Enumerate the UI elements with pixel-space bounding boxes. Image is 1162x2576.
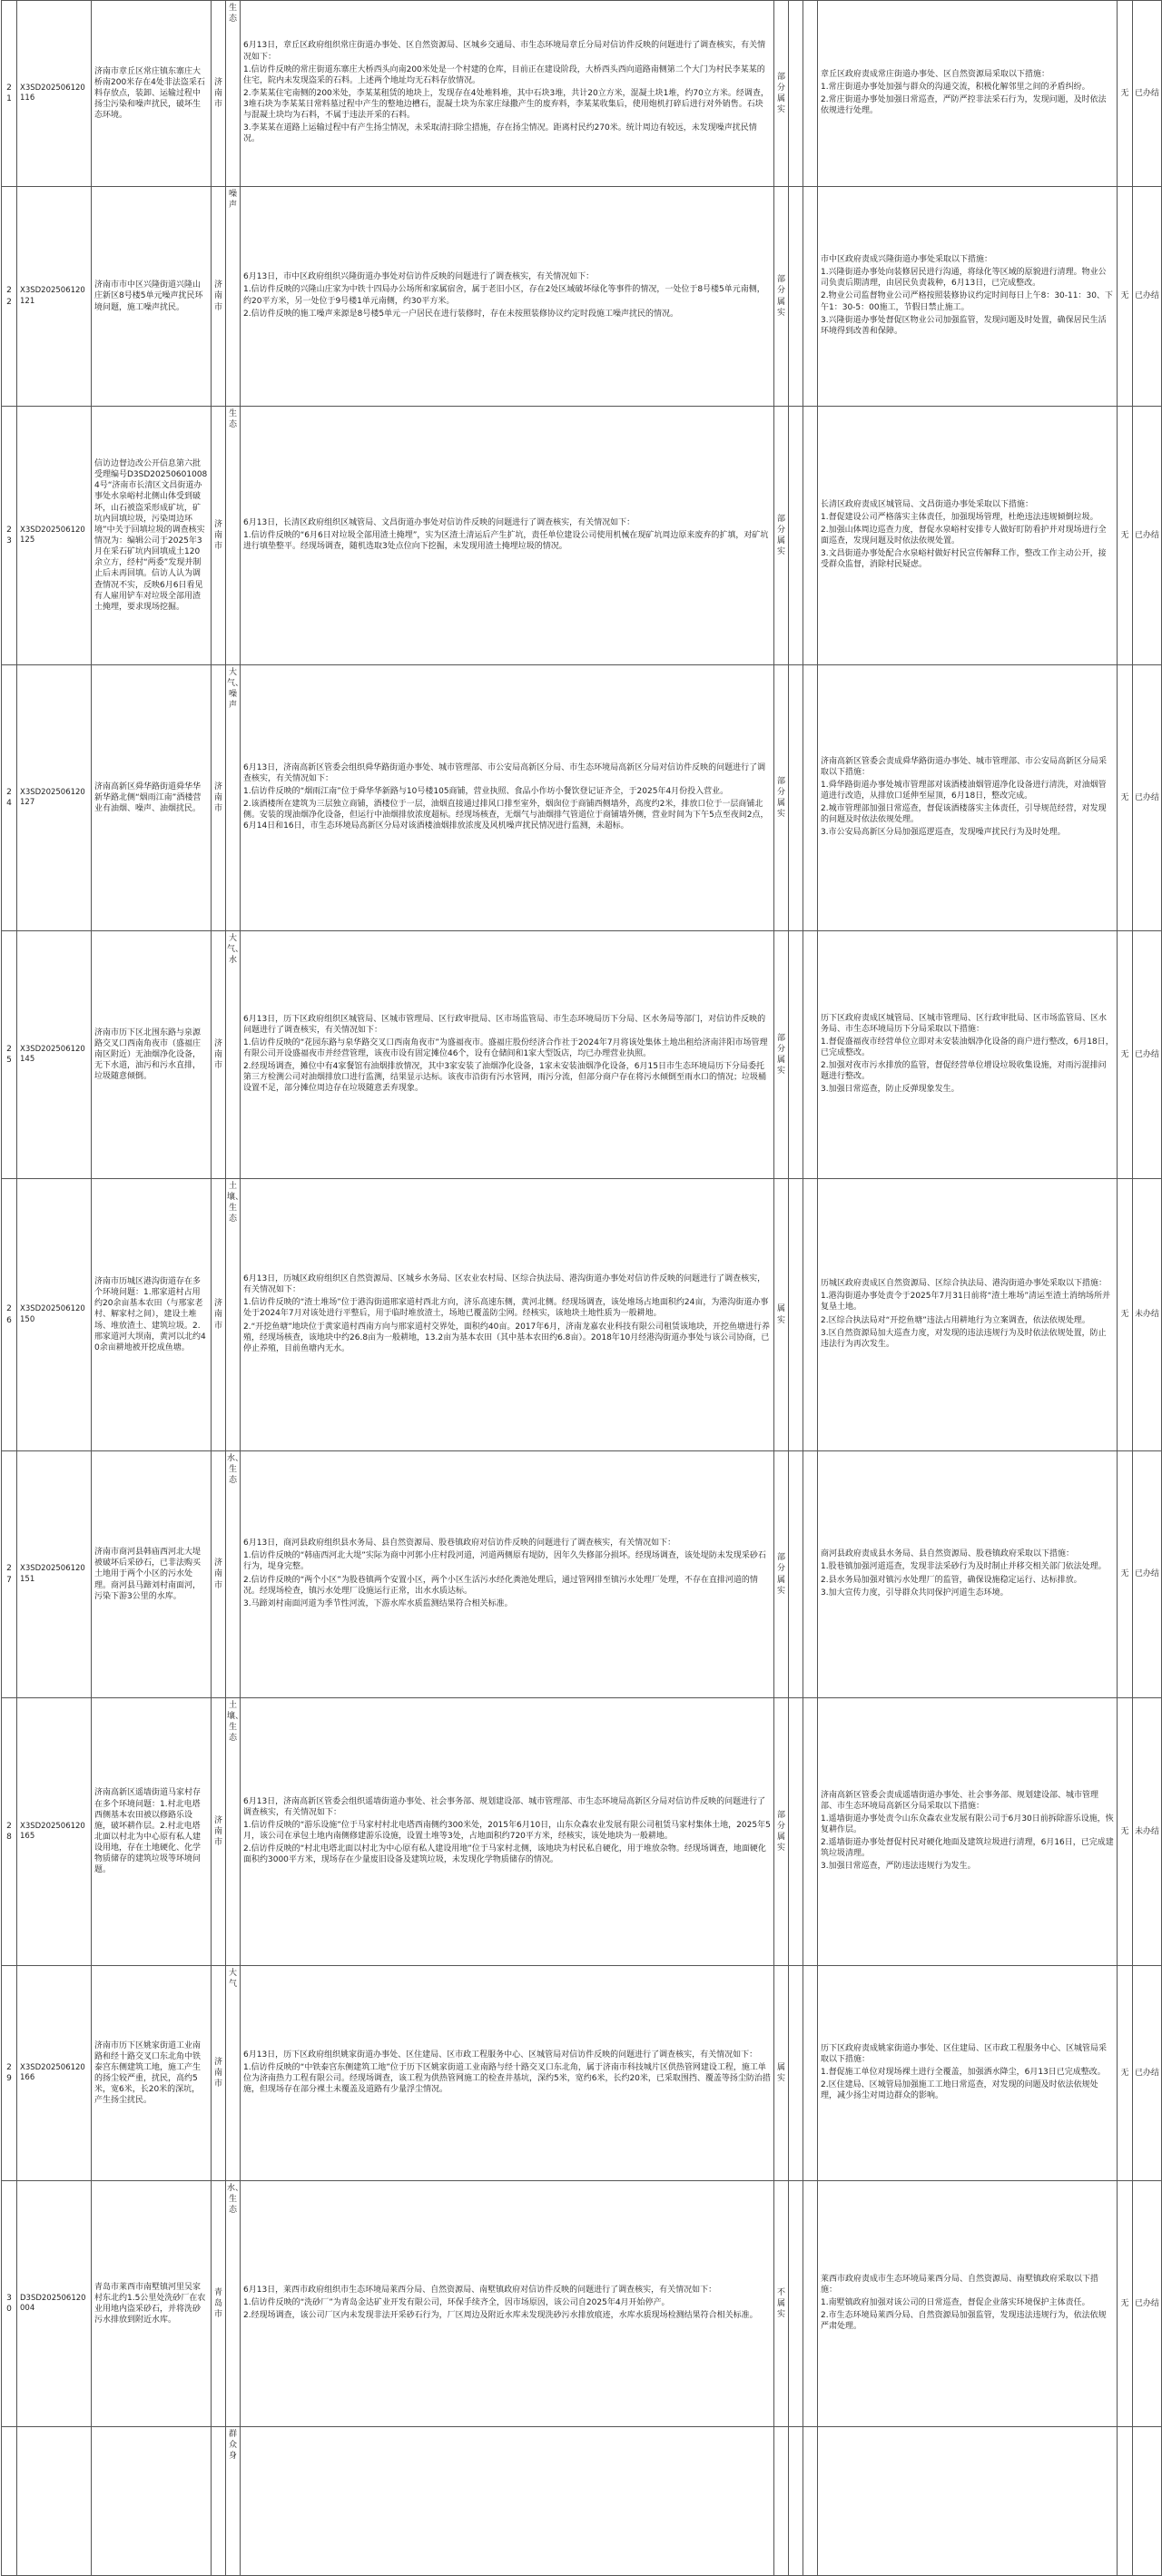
admin-region-cell: 济南市 [212, 1179, 226, 1451]
measures-paragraph: 2.区住建局、区城管局加强施工工地日常巡查，对发现的问题及时依法依规处理，减少扬尘对周边群众的影响。 [821, 2080, 1098, 2101]
investigation-paragraph: 1.信访件反映的常庄街道东寨庄大桥西头向南200米处是一个村建的仓库，目前正在建设阶段，大桥西头西向道路南侧第二个大门为村民李某某的住宅，院内未发现盗采的石料。上述两个地址均无石料存放情况。 [243, 64, 765, 85]
measures-paragraph: 1.督促盛福夜市经营单位立即对未安装油烟净化设备的商户进行整改，6月18日，已完成整改。 [821, 1037, 1114, 1057]
row-number-cell: 22 [2, 187, 17, 407]
verification-result-cell: 部分属实 [774, 931, 789, 1179]
row-number-cell: 24 [2, 665, 17, 931]
admin-region-cell: 青岛市 [212, 2181, 226, 2427]
complaint-content-cell: 济南市商河县韩庙西河北大堤被破坏后采砂石，已非法购买土地用于两个小区的污水处理。商河县马蹄刘村南面河，污染下游3公里的水库。 [92, 1451, 212, 1698]
blank-cell [803, 931, 818, 1179]
table-row [2, 665, 1162, 931]
blank-cell [789, 1179, 803, 1451]
investigation-paragraph: 2.经现场调查，该公司厂区内未发现非法开采砂石行为，厂区周边及附近水库未发现洗砂污水排放痕迹，水库水质现场检测结果符合相关标准。 [243, 2311, 758, 2321]
status-cell: 已办结 [1133, 2181, 1162, 2427]
pollution-type-cell: 水、生态 [226, 1451, 241, 1698]
investigation-cell [241, 1966, 774, 2181]
investigation-paragraph: 6月13日，济南高新区管委会组织遥墙街道办事处、社会事务部、规划建设部、城市管理部、市生态环境局高新区分局对信访件反映的问题进行了调查核实，有关情况如下： [243, 1796, 766, 1817]
verification-result-cell: 部分属实 [774, 407, 789, 665]
complaint-content-cell: 济南市章丘区常庄镇东寨庄大桥南200米存在4处非法盗采石料存放点，装卸、运输过程中扬尘污染和噪声扰民，破坏生态环境。 [92, 1, 212, 187]
investigation-paragraph: 1.信访件反映的“中铁泰宫东侧建筑工地”位于历下区姚家街道工业南路与经十路交叉口东北角，属于济南市科技城片区供热管网建设工程，施工单位为济南热力工程有限公司。经现场调查，该工程为供热管网施工的检查井基坑，深约5米，宽约6米，长约20米，已采取围挡、覆盖等扬尘防治措施，但现场存在部分裸土未覆盖及道路有少量浮尘情况。 [243, 2062, 771, 2095]
table-row [2, 1179, 1162, 1451]
measures-paragraph: 莱西市政府责成市生态环境局莱西分局、自然资源局、南墅镇政府采取以下措施： [821, 2274, 1099, 2295]
admin-region-cell: 济南市 [212, 187, 226, 407]
pollution-type-cell: 噪声 [226, 187, 241, 407]
investigation-cell [241, 1698, 774, 1966]
status-cell: 已办结 [1133, 187, 1162, 407]
status-cell: 已办结 [1133, 1966, 1162, 2181]
pollution-type-cell: 土壤、生态 [226, 1698, 241, 1966]
complaint-content-cell: 济南市历下区姚家街道工业南路和经十路交叉口东北角中铁泰宫东侧建筑工地，施工产生的扬尘较严重，扰民，高约5米，宽6米，长20米的深坑，产生扬尘扰民。 [92, 1966, 212, 2181]
measures-paragraph: 长清区政府责成区城管局、文昌街道办事处采取以下措施： [821, 499, 1034, 509]
case-code-cell: X3SD202506120121 [17, 187, 92, 407]
measures-paragraph: 2.城市管理部加强日常巡查，督促该酒楼落实主体责任，引导规范经营，对发现的问题及时依法依规处理。 [821, 804, 1107, 825]
investigation-paragraph: 6月13日，历城区政府组织区自然资源局、区城乡水务局、区农业农村局、区综合执法局、港沟街道办事处对信访件反映的问题进行了调查核实，有关情况如下： [243, 1274, 766, 1295]
investigation-paragraph: 2.信访件反映的施工噪声来源是8号楼5单元一户居民在进行装修时，存在未按照装修协议约定时段施工噪声扰民的情况。 [243, 309, 679, 319]
measures-paragraph: 1.南墅镇政府加强对该公司的日常巡查，督促企业落实环境保护主体责任。 [821, 2297, 1090, 2307]
status-cell [1133, 2427, 1162, 2576]
measures-paragraph: 历下区政府责成姚家街道办事处、区住建局、区市政工程服务中心、区城管局采取以下措施： [821, 2043, 1108, 2064]
table-row [2, 931, 1162, 1179]
pollution-type-cell: 大气 [226, 1966, 241, 2181]
investigation-paragraph: 6月13日，历下区政府组织区城管局、区城市管理局、区行政审批局、区市场监管局、市生态环境局历下分局、区水务局等部门，对信访件反映的问题进行了调查核实，有关情况如下： [243, 1014, 766, 1035]
investigation-paragraph: 1.信访件反映的兴隆山庄家为中铁十四局办公场所和家属宿舍，属于老旧小区，存在2处区域破坏绿化等事件的情况，一处位于8号楼5单元南侧，约20平方米，另一处位于9号楼1单元南侧，约30平方米。 [243, 285, 765, 306]
table-row [2, 2427, 1162, 2576]
table-row [2, 1451, 1162, 1698]
complaint-content-cell [92, 2427, 212, 2576]
investigation-paragraph: 2.信访件反映的“村北电塔北面以村北为中心原有私人建设用地”位于马家村北侧，该地块为村民私自硬化，用于堆放杂物。经现场调查，地面硬化面积约3000平方米，现场存在少量废旧设备及建筑垃圾，未发现化学物质储存的情况。 [243, 1844, 766, 1865]
investigation-paragraph: 2.经现场调查，摊位中有4家餐馆有油烟排放情况，其中3家安装了油烟净化设备，1家未安装油烟净化设备，6月15日市生态环境局历下分局委托第三方检测公司对油烟排放口进行监测，结果显示达标。该夜市沿街有污水管网，雨污分流，但部分商户存在将污水倾倒至雨水口的情况；垃圾桶设置不足，部分摊位周边存在垃圾随意丢弃现象。 [243, 1062, 767, 1094]
investigation-paragraph: 6月13日，商河县政府组织县水务局、县自然资源局、股巷镇政府对信访件反映的问题进行了调查核实，有关情况如下： [243, 1539, 676, 1549]
investigation-paragraph: 1.信访件反映的“洗砂厂”为青岛金达矿业开发有限公司，环保手续齐全，因市场原因，该公司自2025年4月开始停产。 [243, 2297, 670, 2307]
accountability-cell: 无 [1118, 1966, 1133, 2181]
investigation-paragraph: 6月13日，莱西市政府组织市生态环境局莱西分局、自然资源局、南墅镇政府对信访件反映的问题进行了调查核实，有关情况如下： [243, 2285, 717, 2295]
measures-cell [818, 187, 1118, 407]
measures-paragraph: 历下区政府责成区城管局、区城市管理局、区行政审批局、区市场监管局、区水务局、市生态环境局历下分局采取以下措施： [821, 1013, 1108, 1034]
blank-cell [803, 665, 818, 931]
measures-cell [818, 1179, 1118, 1451]
case-code-cell [17, 2427, 92, 2576]
blank-cell [789, 407, 803, 665]
accountability-cell: 无 [1118, 407, 1133, 665]
measures-cell [818, 1698, 1118, 1966]
investigation-paragraph: 2.该酒楼所在建筑为三层独立商铺，酒楼位于一层，油烟直接通过排风口排至室外，烟囱位于商铺西侧墙外，高度约2米，排放口位于一层商铺北侧。安装的现油烟净化设备，但运行中油烟排放浓度超标。经现场核查，无烟气与油烟排气管道位于商铺墙外侧，营业时间为下午5点至夜间2点，6月14日和16日，市生态环境局高新区分局对该酒楼油烟排放浓度及风机噪声扰民情况进行监测，未超标。 [243, 800, 769, 831]
measures-paragraph: 市中区政府责成兴隆街道办事处采取以下措施： [821, 255, 993, 264]
case-code-cell: X3SD202506120116 [17, 1, 92, 187]
measures-cell [818, 1451, 1118, 1698]
verification-result-cell: 不属实 [774, 2181, 789, 2427]
measures-paragraph: 1.常庄街道办事处加强与群众的沟通交流，积极化解邻里之间的矛盾纠纷。 [821, 82, 1090, 92]
measures-cell [818, 1966, 1118, 2181]
measures-paragraph: 3.加强日常巡查，防止反弹现象发生。 [821, 1085, 960, 1095]
table-row [2, 2181, 1162, 2427]
measures-paragraph: 1.港沟街道办事处责令于2025年7月31日前将“渣土堆场”清运至渣土消纳场所并复垦土地。 [821, 1292, 1110, 1313]
pollution-type-cell: 大气、噪声 [226, 665, 241, 931]
measures-paragraph: 2.县水务局加强对镇污水处理厂的监管，确保设施稳定运行、达标排放。 [821, 1575, 1082, 1585]
blank-cell [803, 1451, 818, 1698]
case-code-cell: X3SD202506120151 [17, 1451, 92, 1698]
blank-cell [803, 1179, 818, 1451]
measures-cell [818, 407, 1118, 665]
status-cell: 已办结 [1133, 1, 1162, 187]
table-row [2, 407, 1162, 665]
investigation-paragraph: 1.信访件反映的“游乐设施”位于马家村村北电塔西南侧约300米处，2015年6月10日，山东众森农业发展有限公司租赁马家村集体土地，2025年5月，该公司在承包土地内南侧修建游乐设施，设置土堆等3处，占地面积约720平方米，经核实，该处地块为一般耕地。 [243, 1820, 771, 1841]
accountability-cell: 无 [1118, 1451, 1133, 1698]
measures-paragraph: 1.舜华路街道办事处城市管理部对该酒楼油烟管道净化设备进行清洗，对油烟管道进行改造，从排放口延伸至屋顶，6月18日，整改完成。 [821, 780, 1107, 801]
investigation-paragraph: 6月13日，长清区政府组织区城管局、文昌街道办事处对信访件反映的问题进行了调查核实，有关情况如下： [243, 517, 635, 527]
investigation-paragraph: 1.信访件反映的“花园东路与泉华路交叉口西南角夜市”为盛福夜市。盛福庄股份经济合作社于2024年7月将该处集体土地出租给济南沣阳市场管理有限公司开设盛福夜市并经营管理，该夜市设有固定摊位46个，设有仓储间和1家大型饭店，均已办理营业执照。 [243, 1037, 768, 1058]
table-row [2, 1, 1162, 187]
accountability-cell: 无 [1118, 187, 1133, 407]
admin-region-cell: 济南市 [212, 1451, 226, 1698]
blank-cell [789, 187, 803, 407]
blank-cell [789, 1451, 803, 1698]
measures-paragraph: 2.物业公司监督物业公司严格按照装修协议约定时间每日上午8：30-11：30、下午1：30-5：00施工，节假日禁止施工。 [821, 291, 1113, 312]
investigation-cell [241, 2181, 774, 2427]
row-number-cell: 27 [2, 1451, 17, 1698]
admin-region-cell: 济南市 [212, 1966, 226, 2181]
admin-region-cell: 济南市 [212, 1698, 226, 1966]
complaint-content-cell: 济南市市中区兴隆街道兴隆山庄新区8号楼5单元噪声扰民环境问题，施工噪声扰民。 [92, 187, 212, 407]
blank-cell [803, 407, 818, 665]
investigation-cell [241, 1179, 774, 1451]
blank-cell [789, 2181, 803, 2427]
investigation-paragraph: 6月13日，章丘区政府组织常庄街道办事处、区自然资源局、区城乡交通局、市生态环境局章丘分局对信访件反映的问题进行了调查核实，有关情况如下： [243, 41, 766, 62]
measures-paragraph: 3.加大宣传力度，引导群众共同保护河道生态环境。 [821, 1588, 1009, 1598]
investigation-paragraph: 1.信访件反映的“渣土堆场”位于港沟街道邢家道村西北方向，济乐高速东侧，黄河北侧。经现场调查，该处堆场占地面积约24亩，为港沟街道办事处于2024年7月对该处进行平整后，用于临时堆放渣土，场地已覆盖防尘网。经核实，该地块土地性质为一般耕地。 [243, 1298, 769, 1319]
pollution-type-cell: 生态 [226, 407, 241, 665]
table-row [2, 187, 1162, 407]
status-cell: 未办结 [1133, 1179, 1162, 1451]
complaint-content-cell: 信访边督边改公开信息第六批受理编号D3SD202506010084号“济南市长清区文昌街道办事处水泉峪村北侧山体受到破坏，山石被盗采形成矿坑，矿坑内回填垃圾，污染周边环境”中关于回填垃圾的调查核实情况为：编辑公司于2025年3月在采石矿坑内回填成土120余立方，经村“两委”发现并制止后未再回填。信访人认为调查情况不实，反映6月6日看见有人雇用铲车对垃圾全部用渣土掩埋，要求现场挖掘。 [92, 407, 212, 665]
complaint-content-cell: 济南市历城区港沟街道存在多个环境问题：1.邢家道村占用约20余亩基本农田（与邢家老村、解家村之间），建设土堆场、堆放渣土、建筑垃圾。2.邢家道河大坝南，黄河以北约40余亩耕地被开挖成鱼塘。 [92, 1179, 212, 1451]
pollution-type-cell: 水、生态 [226, 2181, 241, 2427]
pollution-type-cell: 生态 [226, 1, 241, 187]
row-number-cell [2, 2427, 17, 2576]
blank-cell [789, 1, 803, 187]
row-number-cell: 26 [2, 1179, 17, 1451]
investigation-paragraph: 6月13日，市中区政府组织兴隆街道办事处对信访件反映的问题进行了调查核实，有关情况如下： [243, 272, 595, 282]
measures-cell [818, 665, 1118, 931]
measures-paragraph: 3.兴隆街道办事处督促区物业公司加强监管，发现问题及时处置，确保居民生活环境得到改善和保障。 [821, 315, 1107, 336]
complaint-content-cell: 济南高新区舜华路街道舜华华新华路北侧“烟雨江南”酒楼营业有油烟、噪声、油烟扰民。 [92, 665, 212, 931]
investigation-paragraph: 6月13日，济南高新区管委会组织舜华路街道办事处、城市管理部、市公安局高新区分局、市生态环境局高新区分局对信访件反映的问题进行了调查核实，有关情况如下： [243, 762, 766, 783]
blank-cell [803, 1, 818, 187]
investigation-paragraph: 2.“开挖鱼塘”地块位于黄家道村西南方向与邢家道村交界处，面积约40亩。2017年6月，济南龙嘉农业科技有限公司租赁该地块，开挖鱼塘进行养殖，经现场核查，该地块中约26.8亩为一般耕地，13.2亩为基本农田（其中基本农田约6.8亩）。2018年10月经港沟街道办事处与该公司协商，已停止养殖，目前鱼塘内无水。 [243, 1322, 770, 1353]
measures-paragraph: 1.遥墙街道办事处责令山东众森农业发展有限公司于6月30日前拆除游乐设施，恢复耕作层。 [821, 1814, 1114, 1834]
measures-cell [818, 931, 1118, 1179]
case-code-cell: X3SD202506120166 [17, 1966, 92, 2181]
verification-result-cell: 部分属实 [774, 665, 789, 931]
verification-result-cell: 部分属实 [774, 1698, 789, 1966]
investigation-paragraph: 1.信访件反映的“烟雨江南”位于舜华华新路与10号楼105商铺，营业执照、食品小作坊小餐饮登记证齐全，于2025年4月份投入营业。 [243, 786, 729, 796]
table-row [2, 1698, 1162, 1966]
case-code-cell: X3SD202506120127 [17, 665, 92, 931]
measures-paragraph: 3.文昌街道办事处配合水泉峪村做好村民宣传解释工作，整改工作主动公开，接受群众监督，消除村民疑虑。 [821, 549, 1107, 570]
verification-result-cell: 属实 [774, 1966, 789, 2181]
measures-paragraph: 1.兴隆街道办事处向装修居民进行沟通，将绿化等区域的原貌进行清理。物业公司负责后期清理，由居民负责栽种，6月13日，已完成整改。 [821, 268, 1107, 289]
investigation-paragraph: 2.信访件反映的“两个小区”为股巷镇两个安置小区，两个小区生活污水经化粪池处理后，通过管网排至镇污水处理厂处理，不存在直排河道的情况。经现场检查，镇污水处理厂设施运行正常，出水水质达标。 [243, 1575, 758, 1596]
measures-paragraph: 济南高新区管委会责成遥墙街道办事处、社会事务部、规划建设部、城市管理部、市生态环境局高新区分局采取以下措施： [821, 1790, 1099, 1811]
blank-cell [803, 187, 818, 407]
verification-result-cell [774, 2427, 789, 2576]
investigation-paragraph: 2.李某某住宅南侧的200米处，李某某租赁的地块上，发现存在4处堆料堆，其中石块3堆，共计20立方米，混凝土块1堆，约70立方米。经调查，3堆石块为李某某日常料墓过程中产生的整地边槽石，混凝土块为东家庄绿撒产生的废弃料，李某某收集后，使用炮机打碎后进行对外销售。石块与混凝土块均为石料，不属于违法开采的石料。 [243, 88, 769, 121]
measures-paragraph: 2.市生态环境局莱西分局、自然资源局加强监管，发现违法违规行为，依法依规严肃处理。 [821, 2311, 1107, 2332]
measures-paragraph: 2.区综合执法局对“开挖鱼塘”违法占用耕地行为立案调查，依法依规处理。 [821, 1315, 1090, 1325]
blank-cell [803, 2427, 818, 2576]
accountability-cell: 无 [1118, 1, 1133, 187]
status-cell: 未办结 [1133, 1698, 1162, 1966]
investigation-cell [241, 931, 774, 1179]
measures-cell [818, 1, 1118, 187]
investigation-cell [241, 1451, 774, 1698]
blank-cell [789, 931, 803, 1179]
blank-cell [803, 1966, 818, 2181]
measures-paragraph: 3.区自然资源局加大巡查力度，对发现的违法违规行为及时依法依规处置，防止违法行为再次发生。 [821, 1328, 1107, 1349]
table-row [2, 1966, 1162, 2181]
measures-paragraph: 1.股巷镇加强河道巡查，发现非法采砂行为及时制止并移交相关部门依法处理。 [821, 1562, 1107, 1572]
status-cell: 已办结 [1133, 931, 1162, 1179]
pollution-type-cell: 土壤、生态 [226, 1179, 241, 1451]
measures-paragraph: 历城区政府责成区自然资源局、区综合执法局、港沟街道办事处采取以下措施： [821, 1279, 1108, 1289]
measures-paragraph: 2.加强山体周边巡查力度，督促水泉峪村安排专人做好盯防看护并对现场进行全面巡查，发现问题及时依法依规处置。 [821, 525, 1107, 546]
blank-cell [789, 1698, 803, 1966]
blank-cell [803, 1698, 818, 1966]
investigation-cell [241, 2427, 774, 2576]
accountability-cell: 无 [1118, 2181, 1133, 2427]
case-code-cell: X3SD202506120150 [17, 1179, 92, 1451]
blank-cell [789, 2427, 803, 2576]
row-number-cell: 28 [2, 1698, 17, 1966]
blank-cell [789, 665, 803, 931]
status-cell: 已办结 [1133, 1451, 1162, 1698]
complaint-table [1, 0, 1162, 2576]
row-number-cell: 23 [2, 407, 17, 665]
investigation-cell [241, 1, 774, 187]
measures-paragraph: 2.遥墙街道办事处督促村民对硬化地面及建筑垃圾进行清理，6月16日，已完成建筑垃圾清理。 [821, 1838, 1114, 1859]
blank-cell [789, 1966, 803, 2181]
verification-result-cell: 属实 [774, 1179, 789, 1451]
verification-result-cell: 部分属实 [774, 187, 789, 407]
case-code-cell: X3SD202506120125 [17, 407, 92, 665]
accountability-cell [1118, 2427, 1133, 2576]
complaint-content-cell: 济南高新区遥墙街道马家村存在多个环境问题：1.村北电塔西侧基本农田被以修路乐设施，破坏耕作层。2.村北电塔北面以村北为中心原有私人建设用地，存在土地硬化、化学物质储存的建筑垃圾等环境问题。 [92, 1698, 212, 1966]
pollution-type-cell: 群众身 [226, 2427, 241, 2576]
row-number-cell: 21 [2, 1, 17, 187]
measures-paragraph: 2.常庄街道办事处加强日常巡查，严防严控非法采石行为，发现问题，及时依法依规进行处理。 [821, 95, 1107, 116]
investigation-cell [241, 407, 774, 665]
measures-paragraph: 商河县政府责成县水务局、县自然资源局、股巷镇政府采取以下措施： [821, 1549, 1075, 1559]
accountability-cell: 无 [1118, 1179, 1133, 1451]
case-code-cell: X3SD202506120165 [17, 1698, 92, 1966]
measures-paragraph: 2.加强对夜市污水排放的监管，督促经营单位增设垃圾收集设施，对雨污混排问题进行整改。 [821, 1061, 1107, 1082]
row-number-cell: 25 [2, 931, 17, 1179]
admin-region-cell: 济南市 [212, 407, 226, 665]
row-number-cell: 29 [2, 1966, 17, 2181]
blank-cell [803, 2181, 818, 2427]
accountability-cell: 无 [1118, 1698, 1133, 1966]
investigation-cell [241, 187, 774, 407]
investigation-paragraph: 6月13日，历下区政府组织姚家街道办事处、区住建局、区市政工程服务中心、区城管局对信访件反映的问题进行了调查核实，有关情况如下： [243, 2050, 758, 2060]
measures-paragraph: 章丘区政府责成常庄街道办事处、区自然资源局采取以下措施： [821, 69, 1050, 79]
admin-region-cell [212, 2427, 226, 2576]
row-number-cell: 30 [2, 2181, 17, 2427]
status-cell: 已办结 [1133, 665, 1162, 931]
admin-region-cell: 济南市 [212, 665, 226, 931]
accountability-cell: 无 [1118, 931, 1133, 1179]
complaint-content-cell: 济南市历下区北围东路与泉源路交叉口西南角夜市（盛福庄南区附近）无油烟净化设备，无下水道，油污和污水直排，垃圾随意倾倒。 [92, 931, 212, 1179]
measures-paragraph: 1.督促施工单位对现场裸土进行全覆盖，加强洒水降尘，6月13日已完成整改。 [821, 2067, 1106, 2077]
measures-paragraph: 济南高新区管委会责成舜华路街道办事处、城市管理部、市公安局高新区分局采取以下措施： [821, 756, 1108, 777]
investigation-cell [241, 665, 774, 931]
verification-result-cell: 部分属实 [774, 1, 789, 187]
measures-paragraph: 1.督促建设公司严格落实主体责任，加强现场管理，杜绝违法违规倾倒垃圾。 [821, 512, 1098, 522]
pollution-type-cell: 大气、水 [226, 931, 241, 1179]
admin-region-cell: 济南市 [212, 1, 226, 187]
measures-cell [818, 2181, 1118, 2427]
investigation-paragraph: 1.信访件反映的“韩庙西河北大堤”实际为商中河郭小庄村段河道，河道两侧原有堤防，因年久失修部分损坏。经现场调查，该处堤防未发现采砂石行为，堤身完整。 [243, 1551, 766, 1572]
investigation-paragraph: 3.马蹄刘村南面河道为季节性河流，下游水库水质监测结果符合相关标准。 [243, 1598, 513, 1608]
admin-region-cell: 济南市 [212, 931, 226, 1179]
case-code-cell: X3SD202506120145 [17, 931, 92, 1179]
measures-paragraph: 3.加强日常巡查，严防违法违规行为发生。 [821, 1862, 976, 1872]
investigation-paragraph: 1.信访件反映的“6月6日对垃圾全部用渣土掩埋”，实为区渣土清运后产生扩坑，责任单位建设公司使用机械在现矿坑周边原来废弃的扩填，对矿坑进行填垫整平。经现场调查，随机选取3处点位向下挖掘，未发现用渣土掩埋垃圾的情况。 [243, 530, 769, 552]
verification-result-cell: 部分属实 [774, 1451, 789, 1698]
case-code-cell: D3SD202506120004 [17, 2181, 92, 2427]
measures-paragraph: 3.市公安局高新区分局加强巡逻巡查，发现噪声扰民行为及时处理。 [821, 828, 1066, 838]
measures-cell [818, 2427, 1118, 2576]
investigation-paragraph: 3.李某某在道路上运输过程中有产生扬尘情况，未采取清扫除尘措施，存在扬尘情况。距离村民约270米。统计周边有较远，未发现噪声扰民情况。 [243, 123, 757, 144]
status-cell: 已办结 [1133, 407, 1162, 665]
accountability-cell: 无 [1118, 665, 1133, 931]
complaint-content-cell: 青岛市莱西市南墅镇河里吴家村东北约1.5公里处洗砂厂在农业用地内盗采砂石，并将洗砂污水排放到附近水库。 [92, 2181, 212, 2427]
